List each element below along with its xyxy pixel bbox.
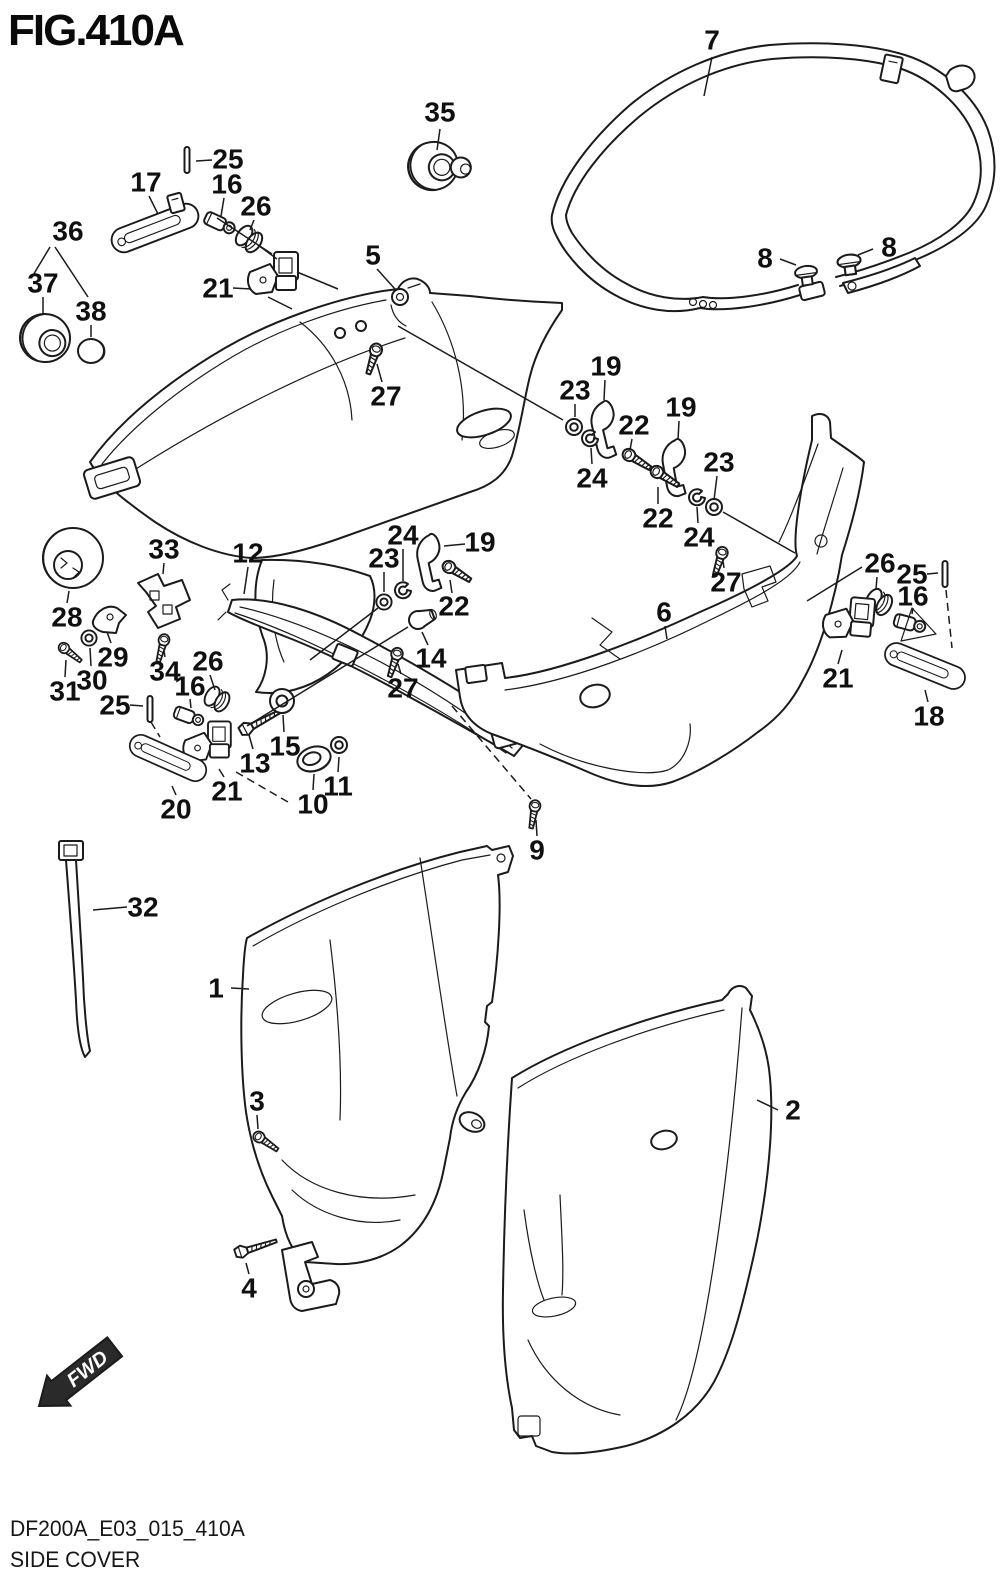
part-callout-3: 3 (249, 1085, 265, 1117)
part-23-washer-b (706, 499, 722, 515)
part-callout-14: 14 (415, 642, 447, 674)
leader-line (244, 567, 248, 594)
leader-line (93, 907, 127, 910)
leader-line (65, 660, 66, 677)
part-28-grommet (43, 528, 103, 588)
part-callout-25: 25 (896, 558, 928, 590)
leader-line (149, 196, 158, 214)
part-callout-26: 26 (240, 190, 272, 222)
part-30-washer (81, 630, 96, 645)
part-25-pin-top (185, 147, 190, 173)
part-16-sensor-lower (173, 706, 205, 728)
part-callout-15: 15 (269, 730, 301, 762)
part-33-bracket (138, 574, 190, 628)
leader-line (630, 439, 632, 450)
part-callout-19: 19 (665, 391, 697, 423)
leader-line (130, 705, 143, 706)
part-callout-6: 6 (656, 596, 672, 628)
part-callout-10: 10 (297, 788, 329, 820)
part-4-bolt (234, 1235, 278, 1260)
part-14-bushing (406, 605, 438, 631)
part-22-screw-c (440, 558, 473, 585)
leader-line (90, 648, 91, 666)
part-9-screw (526, 799, 542, 829)
leader-line (257, 1115, 258, 1129)
part-callout-35: 35 (424, 96, 456, 128)
leader-line (268, 297, 292, 309)
part-1-side-cover-front (241, 846, 513, 1311)
leader-line (283, 715, 284, 732)
part-8-clip-right (837, 253, 863, 276)
part-23-washer-a (566, 419, 582, 435)
part-callout-21: 21 (211, 775, 243, 807)
leader-line (233, 288, 251, 289)
assembly-dashed-line (946, 590, 952, 648)
part-5-side-cover-upper (83, 278, 562, 558)
drawing-footer (10, 1513, 245, 1575)
part-callout-29: 29 (97, 641, 129, 673)
part-callout-2: 2 (785, 1094, 801, 1126)
figure-title: FIG.410A (8, 6, 183, 55)
part-callout-24: 24 (387, 519, 419, 551)
leader-line (780, 259, 796, 265)
part-callout-21: 21 (822, 662, 854, 694)
part-18-strip (882, 640, 969, 693)
part-callout-31: 31 (49, 675, 81, 707)
part-24-clip-washer-a (582, 430, 598, 446)
leader-line (377, 269, 395, 289)
leader-line (723, 512, 795, 553)
part-2-side-cover-rear (503, 986, 771, 1453)
leader-line (231, 988, 249, 989)
leader-line (444, 544, 465, 546)
part-callout-12: 12 (232, 537, 264, 569)
part-19-hook-a (590, 400, 618, 458)
part-callout-20: 20 (160, 793, 192, 825)
leader-line (876, 577, 877, 589)
part-37-cap (17, 311, 73, 365)
part-callout-1: 1 (208, 972, 224, 1004)
part-38-cap (78, 339, 105, 363)
part-callout-26: 26 (864, 547, 896, 579)
assembly-dashed-line (151, 722, 160, 737)
part-callout-23: 23 (368, 542, 400, 574)
leader-line (55, 247, 88, 297)
leader-line (196, 160, 212, 161)
part-callout-8: 8 (881, 231, 897, 263)
part-callout-19: 19 (590, 350, 622, 382)
leader-line (604, 380, 605, 400)
part-32-cable-tie (59, 841, 90, 1057)
part-callout-24: 24 (576, 462, 608, 494)
part-7-side-cover-seal (552, 43, 995, 311)
part-callout-8: 8 (757, 242, 773, 274)
leader-line (221, 198, 224, 216)
part-callout-16: 16 (897, 580, 929, 612)
part-24-clip-washer-c (395, 582, 411, 598)
part-31-screw (57, 641, 84, 666)
part-callout-22: 22 (618, 409, 650, 441)
part-25-pin-lower (148, 696, 153, 722)
part-callout-25: 25 (99, 689, 131, 721)
part-callout-28: 28 (51, 601, 83, 633)
part-callout-18: 18 (913, 700, 945, 732)
fwd-direction-arrow (27, 1332, 126, 1421)
part-16-sensor-top (203, 211, 237, 236)
part-callout-33: 33 (148, 533, 180, 565)
leader-line (714, 476, 717, 500)
part-callout-23: 23 (559, 374, 591, 406)
leader-line (163, 563, 164, 574)
part-callout-38: 38 (75, 295, 107, 327)
part-callout-5: 5 (365, 239, 381, 271)
part-25-pin-right (943, 561, 948, 587)
part-callout-9: 9 (529, 834, 545, 866)
part-24-clip-washer-b (689, 489, 705, 505)
part-callout-23: 23 (703, 446, 735, 478)
part-29-hook-clip (93, 607, 126, 633)
part-callout-27: 27 (370, 380, 402, 412)
part-callout-16: 16 (211, 168, 243, 200)
part-callout-37: 37 (27, 267, 59, 299)
part-19-hook-c (415, 533, 444, 591)
part-callout-17: 17 (130, 166, 162, 198)
part-callout-27: 27 (710, 566, 742, 598)
part-callout-21: 21 (202, 272, 234, 304)
part-callout-4: 4 (241, 1272, 257, 1304)
drawing-code: DF200A_E03_015_410A (10, 1516, 245, 1541)
part-callout-36: 36 (52, 215, 84, 247)
leader-line (297, 272, 338, 289)
part-callout-27: 27 (387, 672, 419, 704)
part-21-bracket-top (248, 252, 298, 294)
part-callout-34: 34 (149, 655, 181, 687)
part-callout-30: 30 (76, 664, 108, 696)
part-callout-19: 19 (464, 526, 496, 558)
leader-line (678, 421, 679, 440)
part-callout-25: 25 (212, 143, 244, 175)
part-callout-24: 24 (683, 521, 715, 553)
part-11-washer (331, 737, 347, 753)
part-callout-13: 13 (239, 747, 271, 779)
part-22-screw-a (620, 446, 653, 473)
part-callout-22: 22 (642, 502, 674, 534)
leader-line (927, 573, 938, 574)
leader-line (858, 249, 873, 255)
part-callout-11: 11 (323, 770, 353, 802)
part-callout-26: 26 (192, 645, 224, 677)
part-callout-22: 22 (438, 590, 470, 622)
part-26-bushing-lower (201, 684, 232, 714)
part-callout-16: 16 (174, 670, 206, 702)
fwd-label: FWD (62, 1346, 113, 1392)
part-19-hook-b (659, 438, 690, 497)
part-callout-32: 32 (127, 891, 159, 923)
part-callout-7: 7 (704, 24, 720, 56)
figure-name: SIDE COVER (10, 1547, 141, 1573)
part-23-washer-c (376, 594, 391, 609)
